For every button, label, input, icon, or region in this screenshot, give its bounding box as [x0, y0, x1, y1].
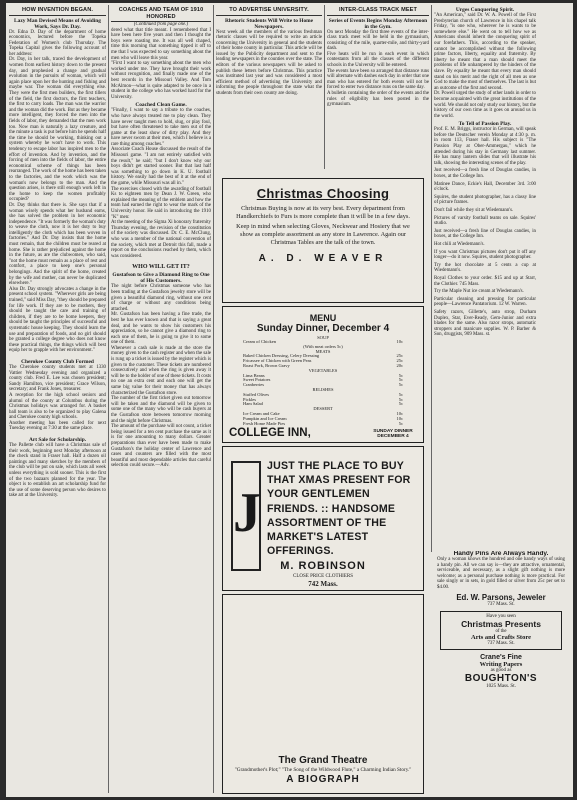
- article-paragraph: The Pallette club will have a Christmas sale of their work, beginning next Monday afternoon at the check stand in Fraser hall. Half a dozen oil paintings and many sketches by the members of the club will be put on sale, which lasts all week unless everything is sold sooner. This is the first of the two bazaars planned for the year. The object is to establish an art scholarship fund for the use of some deserving person who desires to take art at the University.: [9, 443, 106, 499]
- robinson-address: 742 Mass.: [308, 580, 338, 588]
- local-ad-item: Matinee Dance, Eckie's Hall, December 3rd. 3:00 o'clock.: [434, 181, 536, 193]
- headline-conquering-spirit: Urges Conquering Spirit.: [455, 7, 515, 13]
- menu-item-price: 5c: [398, 372, 403, 378]
- menu-item-price: 5c: [398, 401, 403, 407]
- ad-arts-crafts: [440, 611, 562, 650]
- crane-sub-2: as good as: [490, 667, 512, 673]
- article-paragraph: The amount of the purchase will not count, a ticket being issued for a ten cent purchase the same as it is for one amounting to many dollars. Greater preparations than ever have been made to make Gustafson's the holiday center of Lawrence and cases and counters are filled with the most beautiful and most dependable articles that careful selection could secure.—Adv.: [111, 424, 211, 469]
- menu-item-price: 10c: [396, 415, 403, 421]
- headline-invention: HOW INVENTION BEGAN.: [9, 7, 106, 16]
- menu-item-name: VEGETABLES: [308, 367, 338, 373]
- local-ad-item: Just received—a fresh line of Douglas candies, in boxes, at the College Inn.: [434, 168, 536, 180]
- menu-row: [243, 422, 403, 427]
- article-paragraph: Five heats will be run in each event in which contestants from all the classes of the different schools in the University will be entered.: [327, 51, 429, 69]
- article-paragraph: Also Dr. Day strongly advocates a change in the present school system. "Wherever girls are being trained," said Miss Day, "they should be prepared for life work. If they are to be mothers, they should be taught the care and training of children, if they are to be home keepers, they should be taught the principles of successful and systematic house keeping. They should learn the use and preparation of foods, and no girl should be granted a college degree who does not know these practical things, the things which will best equip her to grapple with her environment.": [9, 286, 106, 354]
- article-paragraph: Next week all the members of the various freshman rhetoric classes will be required to write an article concerning the University in general and the students of their home county in particular. This article will be issued by the Publicity department and sent to the leading newspapers in the counties over the state. The editors of the various newspapers will be asked to publish these letters before Christmas. This practice was instituted last year and was considered a most efficient method of advertising the University and informing the people throughout the state what the students from their own county are doing.: [216, 29, 322, 97]
- ad-christmas-choosing: [222, 178, 424, 303]
- crane-heading: Crane's Fine: [480, 653, 522, 661]
- article-paragraph: Dr. Edna D. Day of the department of home economics, lectured before the Topeka Federation of Women's club Thursday. The Topeka Capital gives the following account of her address:: [9, 29, 106, 57]
- article-paragraph: The events have been so arranged that distance runs will alternate with dashes each day in order that one man who has entered for both events will not be forced to enter two distance runs on the same day.: [327, 68, 429, 91]
- menu-item-price: 5c: [398, 377, 403, 383]
- article-paragraph: A reception for the high school seniors and alumni of the county at Columbus during the Christmas holidays was arranged for. A basket ball team is also to be organized to play Galena and Cherokee county high schools.: [9, 392, 106, 421]
- menu-item-name: Sweet Potatoes: [243, 377, 271, 383]
- column-track-meet: [327, 7, 429, 177]
- menu-date: Sunday Dinner, December 4: [256, 323, 390, 334]
- weaver-store-name: A. D. WEAVER: [258, 253, 388, 264]
- subhead-advertise: Rhetoric Students Will Write to Home Newspapers.: [224, 17, 314, 30]
- menu-item-price: 5c: [398, 391, 403, 397]
- menu-item-price: 25c: [396, 358, 403, 364]
- article-paragraph: A bulletin containing the order of the events and the rules of eligibility has been posted in the gymnasium.: [327, 91, 429, 108]
- article-paragraph: "An American," said Dr. W. A. Powell of the First Presbyterian church of Lawrence in his chapel talk Friday, "is one who, wherever he is wants to be somewhere else." He went on to tell how we as Americans should inherit the conquering spirit of our forefathers. This, according to the speaker, cannot be accomplished without the following prime factors, liberty, equality and fraternity. By liberty he meant that a man should meet the problems of life unhampered by the hinders of the slave. By equality he meant that every man should stand on his merit and the right of all men as one God to make the most of themselves. The last is but an outcome of the first and second.: [434, 13, 536, 91]
- crane-sub: Writing Papers: [479, 660, 523, 668]
- menu-item-name: Fresh Home Made Pies: [243, 420, 286, 426]
- local-ad-item: Royal Clothes to your order. $15 and up at Starr, the Clothier. 745 Mass.: [434, 275, 536, 287]
- menu-item-price: 5c: [398, 420, 403, 426]
- arts-mid: Arts and Crafts Store: [471, 633, 531, 641]
- menu-item-name: Fricassee of Chicken with Green Peas: [243, 358, 312, 364]
- right-column-ads: [434, 551, 568, 793]
- article-paragraph: The exercises closed with the awarding of football Ks to eighteen men by Dean J. W. Green, who explained the meaning of the emblem and how the team had earned the right to wear the mark of the University honor. He said in introducing the 1910 "K" men:: [111, 186, 211, 220]
- arts-address: 737 Mass. St.: [487, 640, 515, 646]
- column-invention: [9, 7, 106, 499]
- column-rule: [213, 5, 214, 793]
- menu-item-name: Cream of Chicken: [243, 339, 276, 344]
- column-advertise: [216, 7, 322, 177]
- article-paragraph: Dr. Day, in her talk, traced the development of women from earliest history down to the present day, and prophesied a change and gradual evolution in the pursuits of woman, which will again place upon her the hunting and fishing and maybe war. The woman did everything else. They were the first men builders, the first tillers of the field, the first doctors, the first teachers, the first to carry loads. The man was the warrior and the woman did the work. But as they became more intelligent, they forced the men into the fields of labor, they demanded that the men work too. Now man is naturally a lazy creature, and the minute a task is put before him he spends half the time he should be working, thinking out a system whereby he won't have to work. This tendency to escape labor has inspired men to the effort of invention. And by invention, and the forcing of men into the fields of labor, the entire economical scheme of things has been rearranged. The work of the home has been taken to the factories, and the work which was the woman's now belongs to the man. And the question arises, is there still enough work left in the home to keep the women profitably occupied?: [9, 57, 106, 203]
- headline-passion-play: To Tell of Passion Play.: [458, 121, 512, 128]
- local-ad-item: Hot chili at Wiedemann's.: [434, 241, 485, 247]
- menu-item-name: Roast Pork, Brown Gravy: [243, 362, 290, 368]
- ad-robinson: [222, 446, 424, 591]
- subhead-gustafson: Gustafson to Give a Diamond Ring to One of His Customers.: [112, 272, 210, 285]
- article-paragraph: The Cherokee county students met at 1330 Vattier Wednesday evening and organized a county club. Fred E. Lee was chosen president; Sandy Hamilton, vice president; Grace Wilson, secretary; and Frank Jones, treasurer.: [9, 364, 106, 393]
- christmas-body-2: Keep in mind when selecting Gloves, Neckwear and Hosiery that we show as complete assortment as any store in Lawrence. Again our Christmas Tables are the talk of the town.: [236, 223, 410, 246]
- menu-item-price: 10c: [396, 339, 403, 344]
- menu-item-name: Ice Cream and Cake: [243, 410, 280, 416]
- local-ad-item: Try the hot chocolate at 5 cents a cup at Wiedemann's.: [434, 262, 536, 274]
- decorative-letter-frame: [231, 461, 261, 571]
- article-paragraph: Another meeting has been called for next Tuesday evening at 7:30 at the same place.: [9, 420, 106, 432]
- grand-title: The Grand Theatre: [278, 755, 368, 766]
- ad-grand-theatre: [222, 594, 424, 794]
- menu-item-price: 5c: [398, 382, 403, 388]
- parsons-address: 737 Mass. St.: [487, 601, 515, 607]
- christmas-title: Christmas Choosing: [256, 186, 390, 201]
- menu-item-name: (With meat orders 5c): [303, 343, 343, 349]
- local-ads: [434, 168, 536, 337]
- menu-item-name: Pickles: [243, 396, 256, 402]
- parsons-heading: Handy Pins Are Always Handy.: [453, 551, 549, 557]
- newspaper-page: [6, 3, 573, 797]
- local-ad-item: Pictures of varsity football teams on sale. Squires' studio.: [434, 215, 536, 227]
- menu-item-price: 25c: [396, 353, 403, 359]
- headline-advertise: TO ADVERTISE UNIVERSITY.: [216, 7, 322, 16]
- article-paragraph: The night before Christmas someone who has been trading at the Gustafson jewelry store will be given a beautiful diamond ring, without one cent of charge or without any conditions being attached.: [111, 284, 211, 312]
- ad-college-inn-menu: [222, 306, 424, 443]
- menu-item-name: Baked Chicken Dressing, Celery Dressing: [243, 353, 320, 359]
- column-coaches: [111, 7, 211, 797]
- article-paragraph: Mr. Gustafson has been having a fine trade, the best he has ever known and that is saying a great deal, and he wants to show his customers his appreciation, so he cannot give a diamond ring to each one of them, he is going to give it to some one of them.: [111, 312, 211, 346]
- grand-biograph: A BIOGRAPH: [286, 774, 360, 785]
- article-paragraph: "First I want to say something about the men who worked under me. They have brought their work without recognition, and finally made one of the best records in the Missouri Valley. And Tom McAlmon—what is quite adapted to be once in a student in the college who has worked hard for the University.: [111, 61, 211, 100]
- local-ad-item: Safety razors, Gillette's, auto strop, Durham Duplex, Star, Ever-Ready, Gem-Junior and extra blades for the same. Also razor strops, automatic stroppers and manicure supplies. W. P. Barber & Son, druggists, 909 Mass. st.: [434, 309, 536, 338]
- arts-top: Have you seen: [486, 613, 516, 619]
- column-local-news: [434, 7, 536, 547]
- article-paragraph: "Finally, I want to say a tribute to the coaches, who have always treated me to play clean. They have never taught men to hold, slug, or play foul, but have often threatened to take men out of the game at the least show of dirty play. And they have never sworn at their men, which I believe is a rare thing among coaches.": [111, 108, 211, 147]
- headline-coaches: COACHES AND TEAM OF 1910 HONORED: [111, 7, 211, 22]
- letter-j-icon: J: [233, 482, 261, 544]
- parsons-name: Ed. W. Parsons, Jeweler: [456, 592, 546, 602]
- grand-line: "Grandmother's Plot;" "The Song of the Wildwood Flute," a Charming Indian Story.": [234, 767, 412, 773]
- article-paragraph: dered what that title meant. I remembered that I have been here five years and then I thought the boys were roasting me. It was all well chaped, time this morning that something tipped it off to me that I was expected to say something about the men who will leave this year.: [111, 27, 211, 61]
- menu-item-name: Stuffed Olives: [243, 391, 270, 397]
- article-paragraph: Dr. Powell urged the study of other lands in order to become acquainted with the great institutions of the world. We should not only study our history, but the history of our own time as it goes on around us in the world.: [434, 91, 536, 119]
- menu-list: [243, 340, 403, 426]
- robinson-text: JUST THE PLACE TO BUY THAT XMAS PRESENT FOR YOUR GENTLEMEN FRIENDS. :: HANDSOME ASSORTMENT OF THE MARKET'S LATEST OFFERINGS.: [267, 460, 411, 558]
- headline-art-sale: Art Sale for Scholarship.: [28, 437, 87, 444]
- menu-title: MENU: [309, 313, 337, 323]
- headline-cherokee: Cherokee County Club Formed: [21, 358, 94, 365]
- column-rule: [431, 5, 432, 552]
- continued-note: (Continued from page one.): [133, 22, 189, 27]
- menu-item-name: Pumpkin and Ice Cream: [243, 415, 287, 421]
- article-paragraph: Associate Coach House discussed the result of the Missouri game. "I am not entirely satisfied with the result," he said; "but I don't know why our boys didn't get started sooner. But that last half was something to go down in K. U. football history. We easily had the best of it at the end of the game, while Missouri was all in.": [111, 147, 211, 187]
- local-ad-item: Just received—a fresh line of Douglas candies, in boxes, at the College Inn.: [434, 228, 536, 240]
- menu-item-name: Lima Beans: [243, 372, 265, 378]
- subhead-track-meet: Series of Events Begins Monday Afternoon in the Gym.: [328, 17, 428, 30]
- boughtons-name: BOUGHTON'S: [464, 672, 538, 684]
- article-paragraph: Whenever a cash sale is made at the store the money given to the cash register and when the sale is rung up a ticket is issued by the register which is given to the customer. These tickets are numbered consecutively and when the ring is given away it will be to the holder of one of these tickets. It costs no one an extra cent and each one will get the same big value for their money that has always characterized the Gustafson store.: [111, 345, 211, 396]
- local-ad-item: Squires, the student photographer, has a classy line of picture frames.: [434, 194, 536, 206]
- local-ad-item: If you want Christmas pictures don't put it off any longer—do it now. Squires, student photographer.: [434, 249, 536, 261]
- menu-item-name: Cranberries: [243, 382, 264, 388]
- headline-track-meet: INTER-CLASS TRACK MEET: [327, 7, 429, 16]
- subhead-clean-game: Coached Clean Game.: [135, 102, 187, 109]
- article-paragraph: At the meeting of the Sigma Xi honorary fraternity Thursday evening, the revision of the constitution of the society was discussed. Dr. C. E. McClung, who was a member of the national convention of the society, which met at Detroit this fall, made a report on the conclusions reached by them, which was considered.: [111, 220, 211, 259]
- robinson-sub: CLOSE PRICE CLOTHIERS: [292, 574, 353, 579]
- article-paragraph: The number of the first ticket given out tomorrow will be taken and the diamond will be given to some one of the many who will be cash buyers at the Gustafson store between tomorrow morning and the night before Christmas.: [111, 396, 211, 424]
- college-inn-sunday: SUNDAY DINNER DECEMBER 4: [373, 429, 413, 439]
- local-ad-item: Try the Maple Nut ice cream at Wiedemann's.: [434, 289, 524, 295]
- menu-item-name: MEATS: [315, 348, 331, 354]
- arts-of: of the: [495, 628, 507, 634]
- local-ad-item: Particular cleaning and pressing for particular people—Lawrence Pantatorium. 12 W. Warren.: [434, 296, 536, 308]
- college-inn-footer: [229, 427, 417, 439]
- column-rule: [324, 5, 325, 169]
- menu-soup-heading: SOUP: [317, 335, 329, 340]
- subhead-invention: Lazy Man Devised Means of Avoiding Work, Says Dr. Day.: [14, 17, 101, 30]
- arts-heading: Christmas Presents: [461, 618, 541, 629]
- menu-item-name: RELISHES: [312, 386, 334, 392]
- article-paragraph: Dr. Day thinks that there is. She says that if a woman wisely spends what her husband earns, she has solved the problem in her economic independence. "It was formerly the woman's duty to weave the cloth, now it is her duty to buy intelligently the cloth which has been woven in factories." And Dr. Day insists that the home must remain, that the children must be reared at home. She is rather prejudiced against the home in the future, as are the clubwomen, who said, "not the home must remain as a place of rest and comfort, a place to keep one's personal belongings. And the spirit of the home, created by the wife and mother, can never be duplicated elsewhere.": [9, 202, 106, 287]
- christmas-body: Christmas Buying is now at its very best. Every department from Handkerchiefs to Furs is more complete than it will be in a few days.: [236, 205, 410, 220]
- menu-item-price: 20c: [396, 362, 403, 368]
- menu-item-price: 10c: [396, 410, 403, 416]
- menu-item-name: DESSERT: [313, 406, 333, 412]
- article-paragraph: On next Monday the first three events of the inter-class track meet will be held in the gymnasium, consisting of the mile, quarter-mile, and thirty-yard dash.: [327, 29, 429, 52]
- local-ad-item: Don't fail while they sit at Wiedemann's.: [434, 208, 514, 213]
- menu-item-name: Ham Salad: [243, 401, 263, 407]
- college-inn-name: COLLEGE INN,: [229, 427, 311, 439]
- boughtons-address: 1025 Mass. St.: [486, 683, 516, 689]
- headline-who-will-get-it: WHO WILL GET IT?: [132, 264, 190, 271]
- parsons-body: Only a woman knows the hundred and one handy ways of using a handy pin. All we can say is—they are attractive, ornamental, serviceable, and necessary, as a slight gift nothing is more welcome; as a personal purchase nothing is more practical. For sale singly or in sets, in gold filled or silver from 25c per set to $4.00.: [437, 557, 565, 590]
- menu-item-price: 5c: [398, 396, 403, 402]
- column-rule: [108, 5, 109, 793]
- robinson-name: M. ROBINSON: [280, 560, 366, 572]
- article-paragraph: Prof. E. M. Briggs, instructor in German, will speak before the Deutscher verein Monday at 4:30 p. m. in room 113, Fraser hall. His subject is "The Passion Play at Ober-Ammergau," which he attended during his stay in Germany last summer. He has many lantern slides that will illustrate his talk, showing the interesting scenes of the play.: [434, 127, 536, 166]
